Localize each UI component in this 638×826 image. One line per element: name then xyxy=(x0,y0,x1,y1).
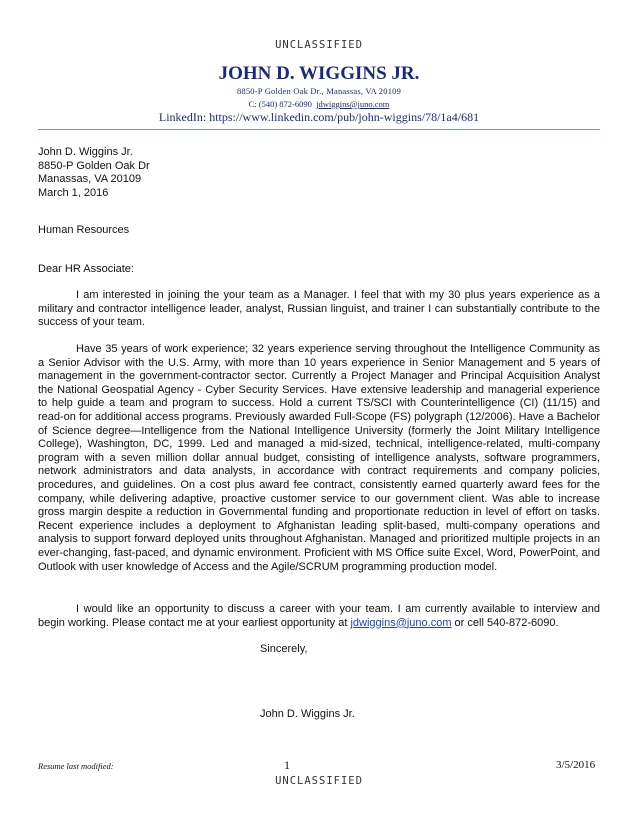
paragraph-closing xyxy=(38,603,600,630)
applicant-contact-line xyxy=(0,99,638,109)
linkedin-url[interactable]: LinkedIn: https://www.linkedin.com/pub/john-wiggins/78/1a4/681 xyxy=(158,110,480,124)
footer-page-number: 1 xyxy=(284,758,290,772)
paragraph-closing-text: I would like an opportunity to discuss a career with your team. I am currently available to interview and begin working. Please contact me at your earliest opportunity at xyxy=(38,603,600,629)
closing: Sincerely, xyxy=(260,643,308,655)
top-classification-banner: UNCLASSIFIED xyxy=(275,39,363,51)
applicant-phone: C: (540) 872-6090 xyxy=(248,99,312,109)
paragraph-experience: Have 35 years of work experience; 32 years experience serving throughout the Intelligence Community as a Senior Advisor with the U.S. Army, with more than 10 years experience in Senior Management and 5 years of management in the government-contractor sector. Currently a Project Manager and Principal Acquisition Analyst the National Geospatial Agency - Cyber Security Services. Have extensive leadership and managerial experience to help guide a team and program to success. Hold a current TS/SCI with Counterintelligence (CI) (11/15) and read-on for additional access programs. Previously awarded Full-Scope (FS) polygraph (12/2006). Have a Bachelor of Science degree—Intelligence from the National Intelligence University (formerly the Joint Military Intelligence College), Washington, DC, 1999. Led and managed a mid-sized, technical, intelligence-related, multi-company program with a seven million dollar annual budget, consisting of intelligence analysts, software programmers, network administrators and data analysts, in accordance with contract requirements and company policies, procedures, and guidelines. On a cost plus award fee contract, consistently earned quarterly award fees for the company, while delivering adaptive, proactive customer service to our government client. Was able to increase gross margin despite a reduction in Governmental funding and proportionate reduction in level of effort on tasks. Recent experience includes a deployment to Afghanistan leading split-based, multi-company operations and analysis to support forward deployed units throughout Afghanistan. Managed and prioritized multiple projects in an ever-changing, fast-paced, and dynamic environment. Proficient with MS Office suite Excel, Word, PowerPoint, and Outlook with user knowledge of Access and the Agile/SCRUM programming production model. xyxy=(38,343,600,573)
header-divider xyxy=(38,129,600,130)
body-email-link[interactable]: jdwiggins@juno.com xyxy=(350,616,452,629)
applicant-address: 8850-P Golden Oak Dr., Manassas, VA 20109 xyxy=(236,86,402,96)
footer-modified-label: Resume last modified: xyxy=(38,761,114,771)
salutation: Dear HR Associate: xyxy=(38,263,134,275)
applicant-name-heading: JOHN D. WIGGINS JR. xyxy=(218,63,420,84)
sender-name: John D. Wiggins Jr. xyxy=(38,146,133,158)
bottom-classification-banner: UNCLASSIFIED xyxy=(275,775,363,787)
body-paragraph-1 xyxy=(38,289,600,330)
body-paragraph-3 xyxy=(38,603,600,630)
paragraph-intro: I am interested in joining the your team as a Manager. I feel that with my 30 plus years experience as a military and contractor intelligence leader, analyst, Russian linguist, and trainer I can substantially contribute to the success of your team. xyxy=(38,289,600,329)
body-paragraph-2 xyxy=(38,343,600,574)
sender-street: 8850-P Golden Oak Dr xyxy=(38,159,150,172)
footer-date: 3/5/2016 xyxy=(556,759,596,771)
paragraph-closing-phone: or cell 540-872-6090. xyxy=(451,616,559,629)
sender-city: Manassas, VA 20109 xyxy=(38,173,142,186)
letter-date: March 1, 2016 xyxy=(38,186,109,199)
sender-block xyxy=(38,146,378,200)
header-email-link[interactable]: jdwiggins@juno.com xyxy=(316,99,390,109)
recipient: Human Resources xyxy=(38,224,130,236)
signature: John D. Wiggins Jr. xyxy=(260,708,355,720)
